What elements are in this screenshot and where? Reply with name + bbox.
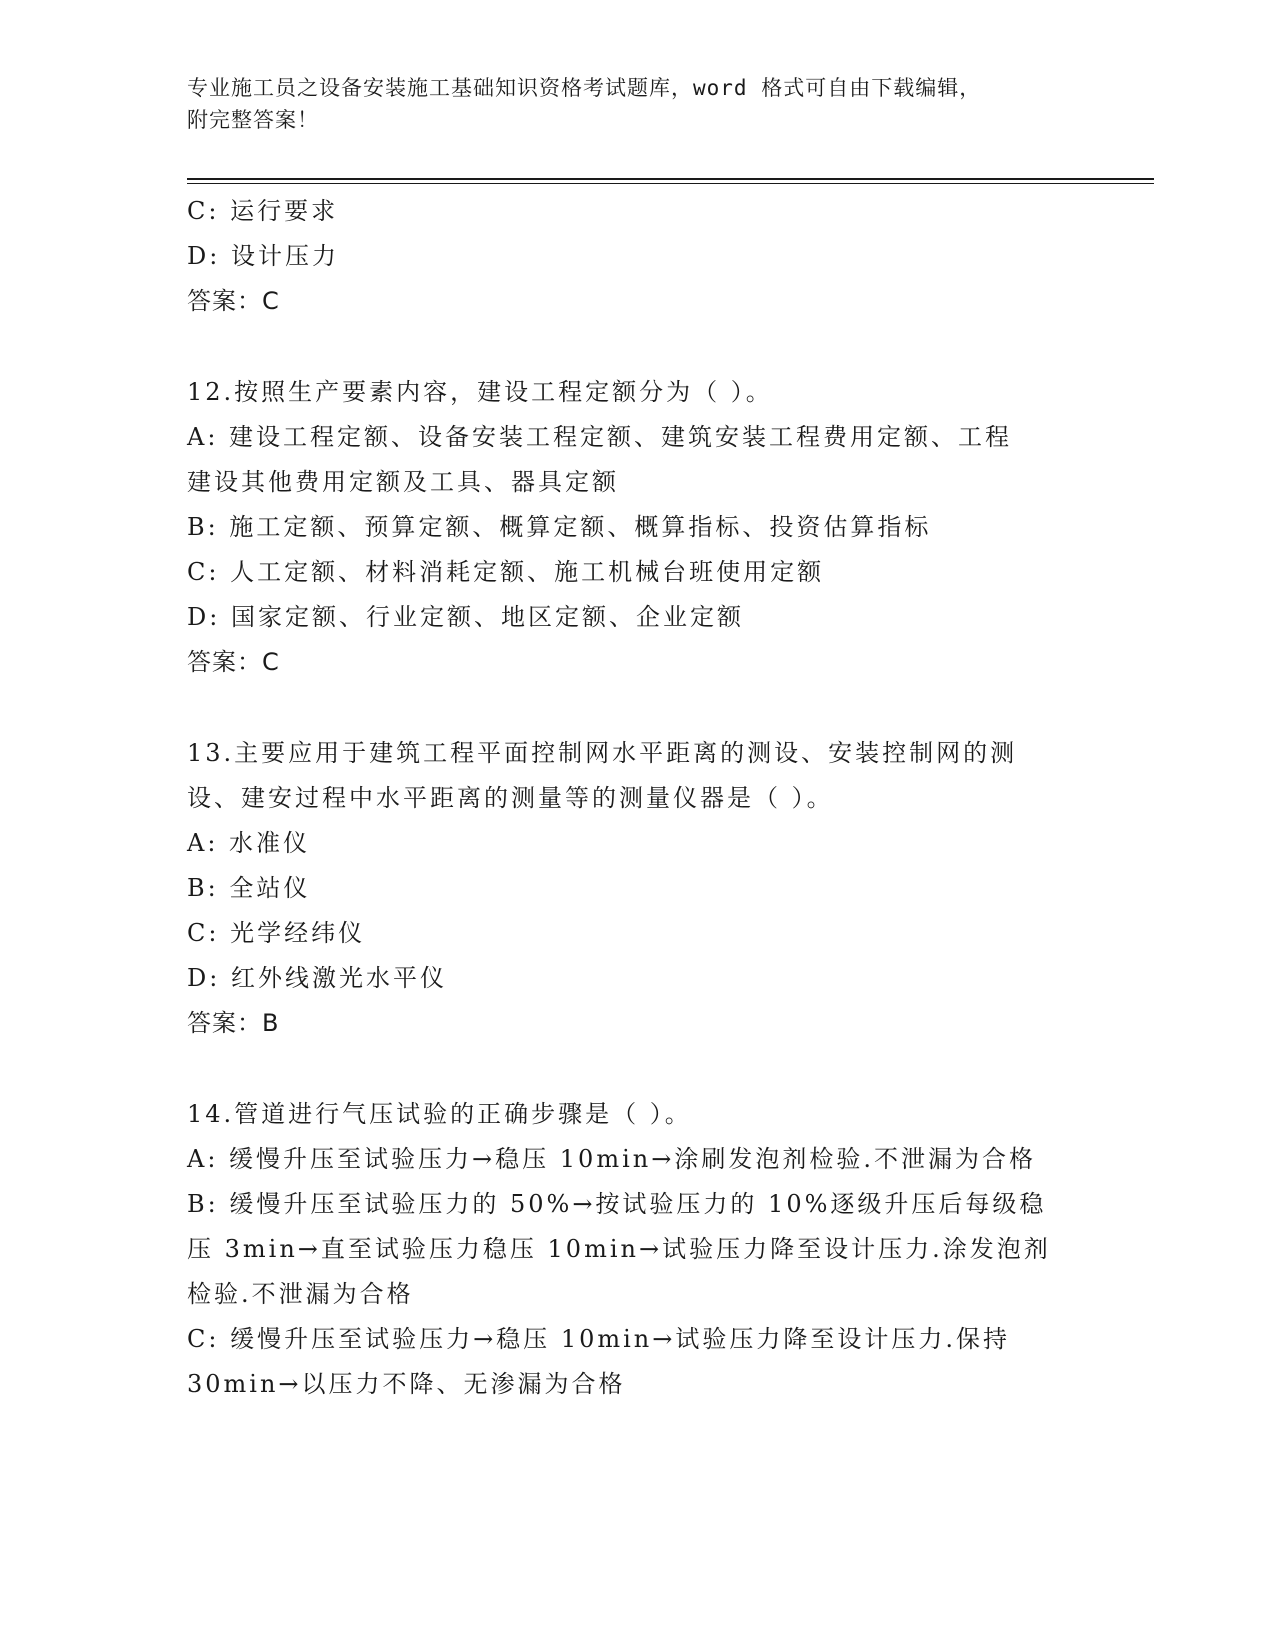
option-a: A: 缓慢升压至试验压力→稳压 10min→涂刷发泡剂检验.不泄漏为合格 (187, 1145, 1036, 1173)
spacer (187, 685, 1077, 731)
option-a: A: 建设工程定额、设备安装工程定额、建筑安装工程费用定额、工程 (187, 423, 1013, 451)
question-11-tail (187, 189, 1077, 324)
option-d: D: 国家定额、行业定额、地区定额、企业定额 (187, 603, 744, 631)
question-14 (187, 1092, 1077, 1407)
option-c: C: 人工定额、材料消耗定额、施工机械台班使用定额 (187, 558, 825, 586)
question-content (187, 189, 1077, 1407)
option-c-continued: 30min→以压力不降、无渗漏为合格 (187, 1370, 626, 1398)
header-divider-thin (187, 183, 1154, 184)
option-b-continued: 压 3min→直至试验压力稳压 10min→试验压力降至设计压力.涂发泡剂 (187, 1235, 1051, 1263)
question-stem: 13.主要应用于建筑工程平面控制网水平距离的测设、安装控制网的测 (187, 739, 1018, 767)
option-c: C: 运行要求 (187, 197, 339, 225)
question-stem: 12.按照生产要素内容，建设工程定额分为（ ）。 (187, 378, 773, 406)
header-line-2: 附完整答案！ (187, 108, 319, 132)
answer: 答案：C (187, 648, 280, 676)
option-c: C: 光学经纬仪 (187, 919, 366, 947)
header-line-1: 专业施工员之设备安装施工基础知识资格考试题库，word 格式可自由下载编辑， (187, 76, 982, 100)
page-header (187, 72, 1067, 136)
spacer (187, 324, 1077, 370)
question-stem: 14.管道进行气压试验的正确步骤是（ ）。 (187, 1100, 692, 1128)
answer: 答案：C (187, 287, 280, 315)
question-12 (187, 370, 1077, 685)
option-b: B: 施工定额、预算定额、概算定额、概算指标、投资估算指标 (187, 513, 932, 541)
option-b-continued: 检验.不泄漏为合格 (187, 1280, 414, 1308)
option-b: B: 缓慢升压至试验压力的 50%→按试验压力的 10%逐级升压后每级稳 (187, 1190, 1047, 1218)
question-13 (187, 731, 1077, 1046)
header-divider-thick (187, 178, 1154, 180)
option-c: C: 缓慢升压至试验压力→稳压 10min→试验压力降至设计压力.保持 (187, 1325, 1010, 1353)
option-d: D: 设计压力 (187, 242, 339, 270)
option-d: D: 红外线激光水平仪 (187, 964, 447, 992)
option-a: A: 水准仪 (187, 829, 311, 857)
spacer (187, 1046, 1077, 1092)
option-b: B: 全站仪 (187, 874, 311, 902)
answer: 答案：B (187, 1009, 280, 1037)
question-stem-continued: 设、建安过程中水平距离的测量等的测量仪器是（ ）。 (187, 784, 834, 812)
option-a-continued: 建设其他费用定额及工具、器具定额 (187, 468, 619, 496)
